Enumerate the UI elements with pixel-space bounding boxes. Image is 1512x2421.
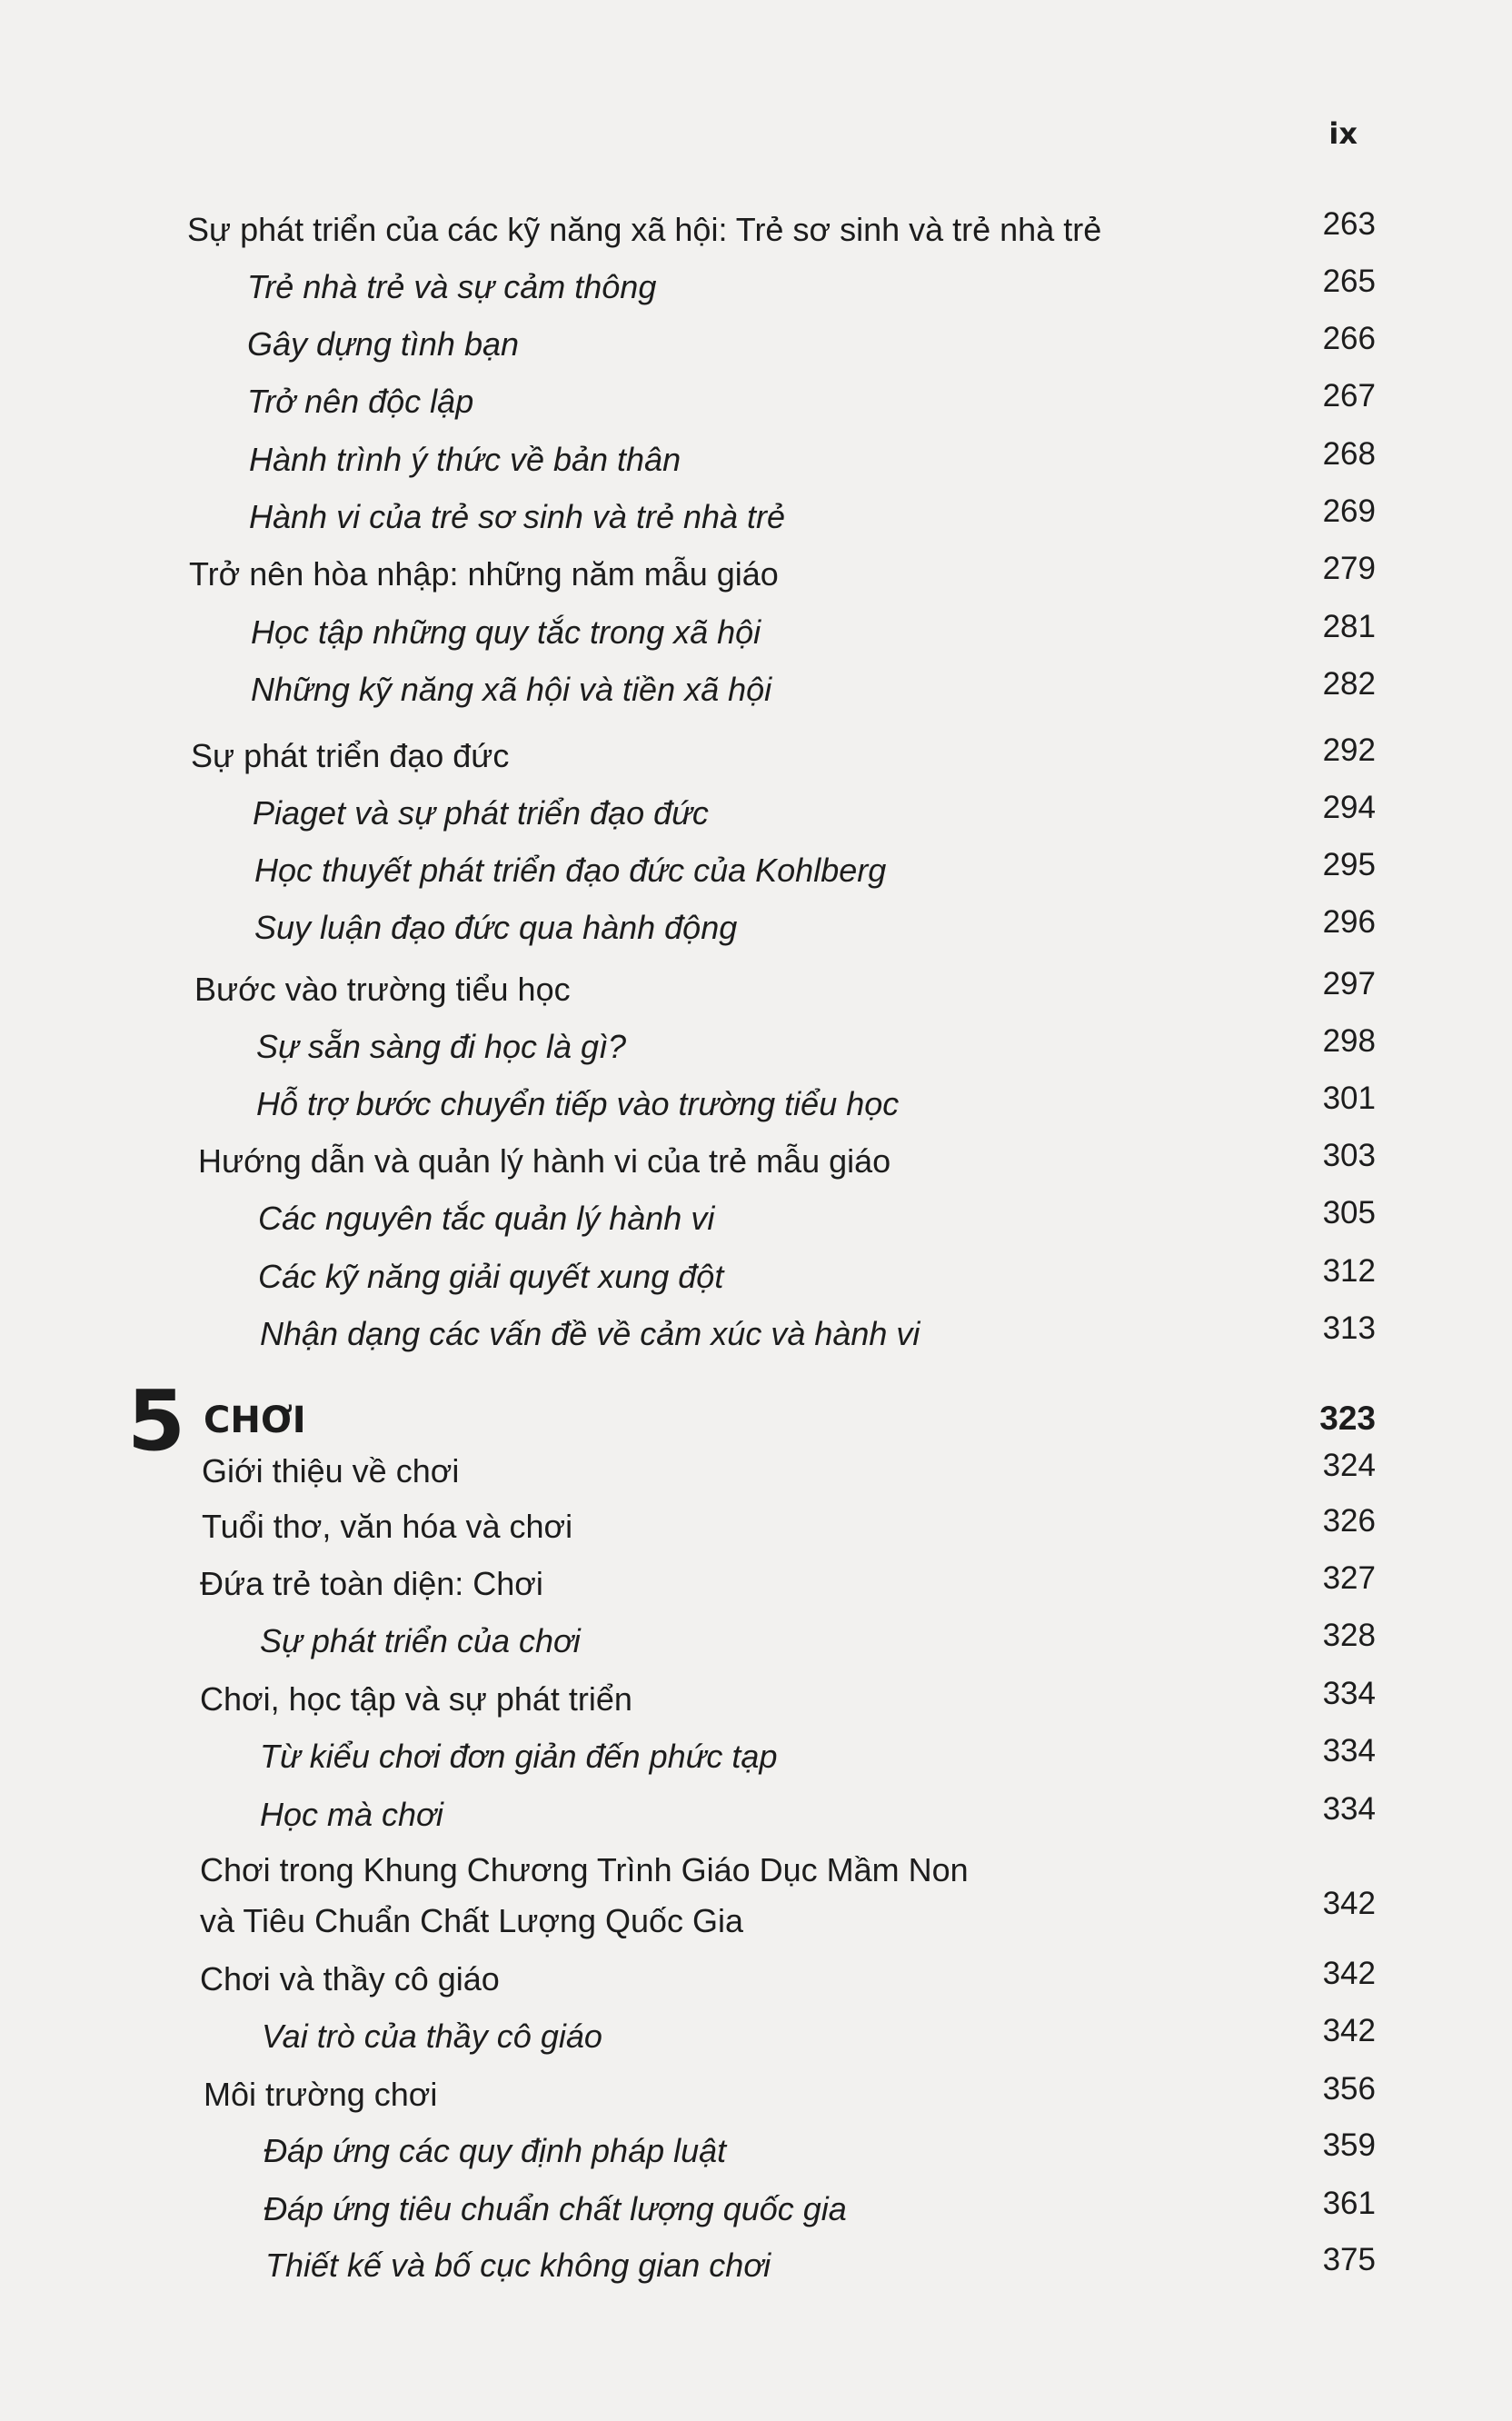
toc-entry-title: Học tập những quy tắc trong xã hội	[251, 613, 761, 651]
chapter-page: 323	[1319, 1400, 1376, 1437]
toc-entry-page: 305	[1322, 1195, 1376, 1230]
toc-entry-page: 328	[1322, 1618, 1376, 1653]
toc-entry-title: Học mà chơi	[260, 1796, 443, 1833]
toc-subentry[interactable]	[0, 322, 1512, 367]
toc-entry-page: 334	[1322, 1791, 1376, 1827]
toc-entry-page: 313	[1322, 1310, 1376, 1346]
toc-entry-title: Sự phát triển của các kỹ năng xã hội: Trẻ sơ sinh và trẻ nhà trẻ	[187, 211, 1102, 248]
toc-entry-title: Thiết kế và bố cục không gian chơi	[265, 2247, 771, 2284]
toc-entry-page: 263	[1322, 206, 1376, 242]
toc-entry-page: 356	[1322, 2071, 1376, 2107]
toc-subentry[interactable]	[0, 1734, 1512, 1779]
toc-entry[interactable]	[0, 1677, 1512, 1722]
toc-entry[interactable]	[0, 967, 1512, 1012]
toc-entry-page: 269	[1322, 493, 1376, 529]
toc-subentry[interactable]	[0, 1311, 1512, 1357]
toc-entry-title: Chơi, học tập và sự phát triển	[200, 1680, 632, 1718]
toc-entry-title: Trở nên độc lập	[247, 383, 474, 420]
toc-entry-title: Môi trường chơi	[204, 2076, 438, 2113]
toc-subentry[interactable]	[0, 610, 1512, 655]
toc-entry-page: 342	[1322, 1956, 1376, 1991]
toc-entry-page: 327	[1322, 1560, 1376, 1596]
toc-entry-title: Giới thiệu về chơi	[202, 1452, 460, 1489]
toc-entry-title: Học thuyết phát triển đạo đức của Kohlberg	[254, 852, 887, 889]
toc-entry-title: Hướng dẫn và quản lý hành vi của trẻ mẫu giáo	[198, 1142, 891, 1180]
toc-entry-page: 281	[1322, 609, 1376, 644]
toc-subentry[interactable]	[0, 2128, 1512, 2174]
toc-entry-title: Chơi và thầy cô giáo	[200, 1960, 500, 1998]
toc-entry-title: Tuổi thơ, văn hóa và chơi	[202, 1508, 573, 1545]
toc-entry-page: 361	[1322, 2186, 1376, 2221]
toc-entry-page: 375	[1322, 2242, 1376, 2277]
toc-entry-page: 326	[1322, 1503, 1376, 1539]
toc-entry[interactable]	[0, 1449, 1512, 1494]
toc-subentry[interactable]	[0, 1081, 1512, 1127]
toc-entry-title: Trẻ nhà trẻ và sự cảm thông	[247, 268, 657, 305]
toc-subentry[interactable]	[0, 1254, 1512, 1300]
toc-entry-page: 297	[1322, 966, 1376, 1001]
toc-entry-page: 334	[1322, 1733, 1376, 1768]
toc-entry[interactable]	[0, 1845, 1512, 1947]
toc-subentry[interactable]	[0, 264, 1512, 310]
toc-entry-page: 279	[1322, 551, 1376, 586]
toc-entry-title: Bước vào trường tiểu học	[194, 971, 571, 1008]
toc-entry[interactable]	[0, 1139, 1512, 1184]
chapter-title: CHƠI	[204, 1400, 306, 1441]
toc-entry-title: Đáp ứng các quy định pháp luật	[264, 2132, 727, 2169]
toc-entry-page: 312	[1322, 1253, 1376, 1289]
toc-entry[interactable]	[0, 1504, 1512, 1549]
chapter-number: 5	[127, 1372, 184, 1470]
toc-entry-page: 295	[1322, 847, 1376, 882]
toc-subentry[interactable]	[0, 848, 1512, 893]
toc-entry-page: 266	[1322, 321, 1376, 356]
toc-entry-page: 342	[1322, 1886, 1376, 1921]
toc-entry[interactable]	[0, 2072, 1512, 2117]
toc-entry-title: Đáp ứng tiêu chuẩn chất lượng quốc gia	[264, 2190, 847, 2227]
toc-entry-page: 296	[1322, 904, 1376, 940]
toc-entry-title: Các nguyên tắc quản lý hành vi	[258, 1200, 715, 1237]
toc-entry-page: 294	[1322, 790, 1376, 825]
toc-subentry[interactable]	[0, 1619, 1512, 1664]
toc-entry-title: Những kỹ năng xã hội và tiền xã hội	[251, 671, 772, 708]
toc-subentry[interactable]	[0, 494, 1512, 540]
toc-entry-title: Vai trò của thầy cô giáo	[262, 2018, 602, 2055]
toc-entry-title: Đứa trẻ toàn diện: Chơi	[200, 1565, 543, 1602]
toc-entry[interactable]	[0, 207, 1512, 253]
toc-subentry[interactable]	[0, 1024, 1512, 1070]
toc-entry-title: Sự phát triển đạo đức	[191, 737, 510, 774]
toc-entry-page: 267	[1322, 378, 1376, 413]
toc-entry-title: Gây dựng tình bạn	[247, 325, 520, 363]
page-number: ix	[1328, 116, 1358, 151]
toc-entry-title: Sự phát triển của chơi	[260, 1622, 581, 1659]
toc-entry-page: 265	[1322, 264, 1376, 299]
toc-entry-title: Suy luận đạo đức qua hành động	[254, 909, 738, 946]
toc-entry-title-line2: và Tiêu Chuẩn Chất Lượng Quốc Gia	[200, 1902, 744, 1939]
toc-subentry[interactable]	[0, 1196, 1512, 1241]
toc-entry-title: Hành trình ý thức về bản thân	[249, 441, 681, 478]
toc-subentry[interactable]	[0, 1792, 1512, 1838]
toc-entry-title: Sự sẵn sàng đi học là gì?	[256, 1028, 627, 1065]
toc-subentry[interactable]	[0, 2187, 1512, 2232]
toc-entry-title: Hỗ trợ bước chuyển tiếp vào trường tiểu học	[256, 1085, 900, 1122]
toc-subentry[interactable]	[0, 437, 1512, 483]
toc-subentry[interactable]	[0, 2243, 1512, 2288]
toc-subentry[interactable]	[0, 791, 1512, 836]
toc-subentry[interactable]	[0, 905, 1512, 951]
toc-entry-title: Nhận dạng các vấn đề về cảm xúc và hành vi	[260, 1315, 920, 1352]
toc-entry-page: 282	[1322, 666, 1376, 702]
toc-subentry[interactable]	[0, 667, 1512, 712]
toc-entry-page: 298	[1322, 1023, 1376, 1059]
toc-entry[interactable]	[0, 1561, 1512, 1607]
toc-entry-title: Hành vi của trẻ sơ sinh và trẻ nhà trẻ	[249, 498, 786, 535]
toc-entry-title: Các kỹ năng giải quyết xung đột	[258, 1258, 724, 1295]
toc-entry-page: 334	[1322, 1676, 1376, 1711]
toc-entry-page: 268	[1322, 436, 1376, 472]
toc-entry-page: 303	[1322, 1138, 1376, 1173]
toc-entry-page: 359	[1322, 2127, 1376, 2163]
toc-subentry[interactable]	[0, 2014, 1512, 2059]
toc-entry-title: Từ kiểu chơi đơn giản đến phức tạp	[260, 1738, 778, 1775]
toc-entry-page: 301	[1322, 1081, 1376, 1116]
toc-subentry[interactable]	[0, 379, 1512, 424]
toc-entry-title: Piaget và sự phát triển đạo đức	[253, 794, 709, 832]
toc-entry[interactable]	[0, 1957, 1512, 2002]
toc-entry-page: 292	[1322, 732, 1376, 768]
toc-entry[interactable]	[0, 552, 1512, 597]
toc-entry-title: Trở nên hòa nhập: những năm mẫu giáo	[189, 555, 779, 593]
toc-entry-title-line1: Chơi trong Khung Chương Trình Giáo Dục Mầm Non	[200, 1851, 969, 1888]
toc-entry[interactable]	[0, 733, 1512, 779]
toc-entry-page: 342	[1322, 2013, 1376, 2048]
toc-entry-page: 324	[1322, 1448, 1376, 1483]
